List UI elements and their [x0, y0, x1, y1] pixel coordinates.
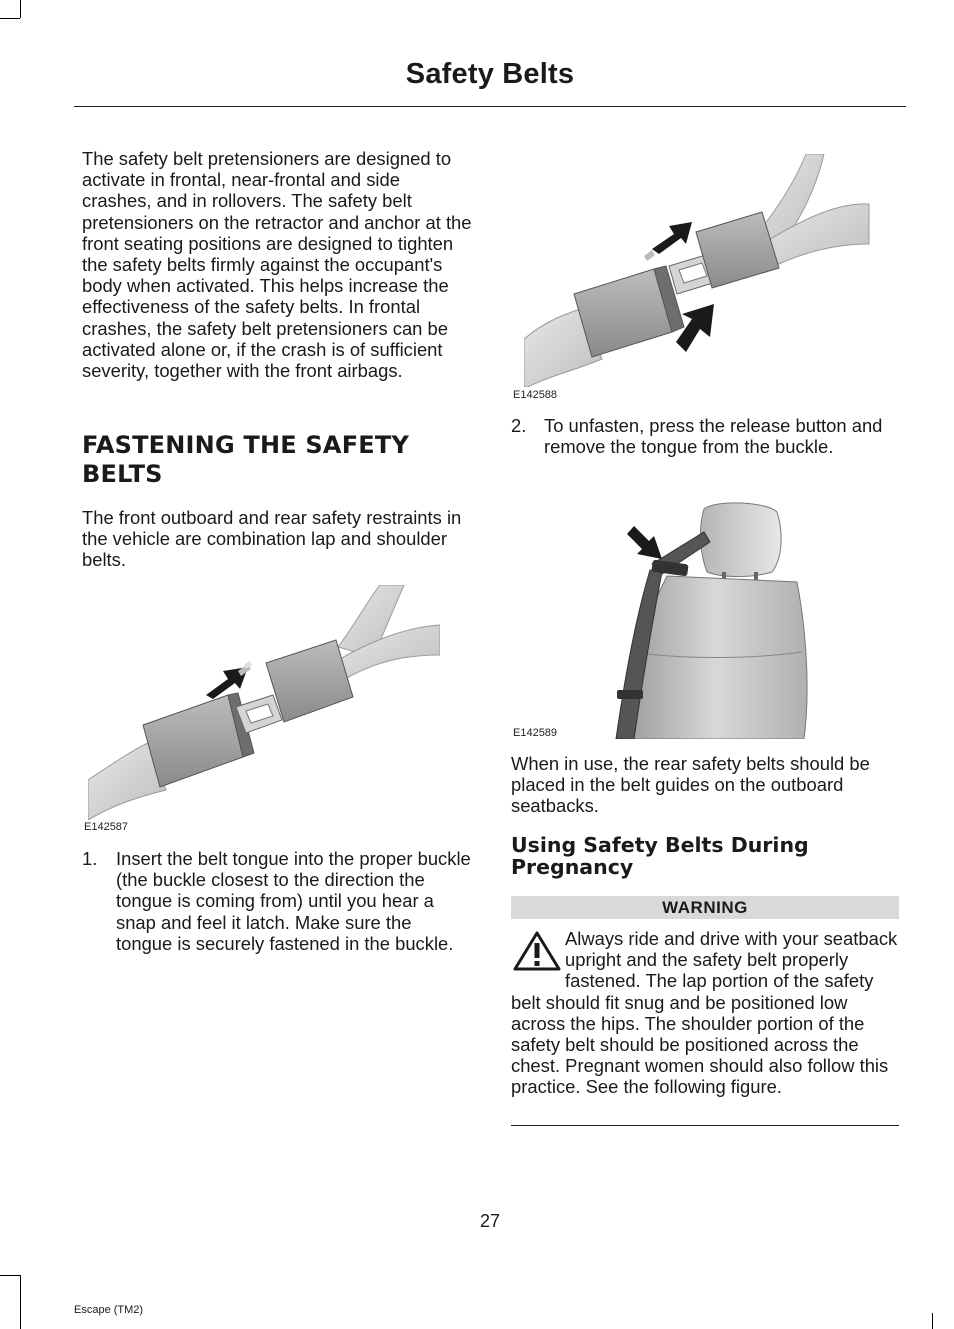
crop-mark [20, 1275, 21, 1329]
subsection-heading: Using Safety Belts During Pregnancy [511, 833, 809, 879]
buckle-fastening-illustration [88, 585, 440, 820]
figure-code: E142589 [513, 727, 558, 739]
header-divider [74, 106, 906, 107]
crop-mark [20, 0, 21, 18]
rear-belts-paragraph: When in use, the rear safety belts should be placed in the belt guides on the outboard seatbacks. [511, 753, 870, 817]
step-text: Insert the belt tongue into the proper buckle (the buckle closest to the direction the tongue is coming from) until you hear a snap and feel it latch. Make sure the tongue is securely fastened in the buckle. [116, 848, 471, 954]
step-number: 2. [511, 415, 527, 436]
figure-code: E142588 [513, 389, 558, 401]
fastening-text [82, 507, 474, 571]
crop-mark [932, 1313, 933, 1329]
warning-label: WARNING [511, 896, 899, 919]
crop-mark [0, 1275, 20, 1276]
pregnancy-section [511, 834, 901, 878]
section-heading: FASTENING THE SAFETY BELTS [82, 431, 410, 488]
warning-text-block [511, 928, 901, 1098]
footer-model: Escape (TM2) [74, 1304, 144, 1316]
step-number: 1. [82, 848, 98, 869]
figure-code: E142587 [84, 821, 129, 833]
rear-seat-belt-guide-illustration [572, 494, 818, 739]
fastening-section [82, 431, 474, 488]
warning-icon-spacer [511, 928, 565, 988]
intro-paragraph: The safety belt pretensioners are designed to activate in frontal, near-frontal and side crashes, and in rollovers. The safety belt pretensioners on the retractor and anchor at the front seating positions are designed to tighten the safety belts firmly against the occupant's body when activated. This helps increase the effectiveness of the safety belts. In frontal crashes, the safety belt pretensioners can be activated alone or, if the crash is of sufficient severity, together with the front airbags. [82, 148, 472, 382]
intro-text-block [82, 148, 474, 381]
rear-belts-text [511, 753, 901, 817]
page-title: Safety Belts [405, 58, 575, 90]
warning-divider [511, 1125, 899, 1126]
step-2 [511, 415, 901, 481]
buckle-release-illustration [524, 154, 872, 387]
crop-mark [0, 18, 20, 19]
page-number: 27 [479, 1211, 501, 1231]
step-1 [82, 848, 474, 978]
step-text: To unfasten, press the release button and remove the tongue from the buckle. [544, 415, 883, 458]
section-paragraph: The front outboard and rear safety restraints in the vehicle are combination lap and shoulder belts. [82, 507, 462, 571]
warning-text: Always ride and drive with your seatback upright and the safety belt properly fastened. The lap portion of the safety belt should fit snug and be positioned low across the hips. The shoulder portion of the safety belt should be positioned across the chest. Pregnant women should also follow this practice. See the following figure. [511, 928, 898, 1098]
